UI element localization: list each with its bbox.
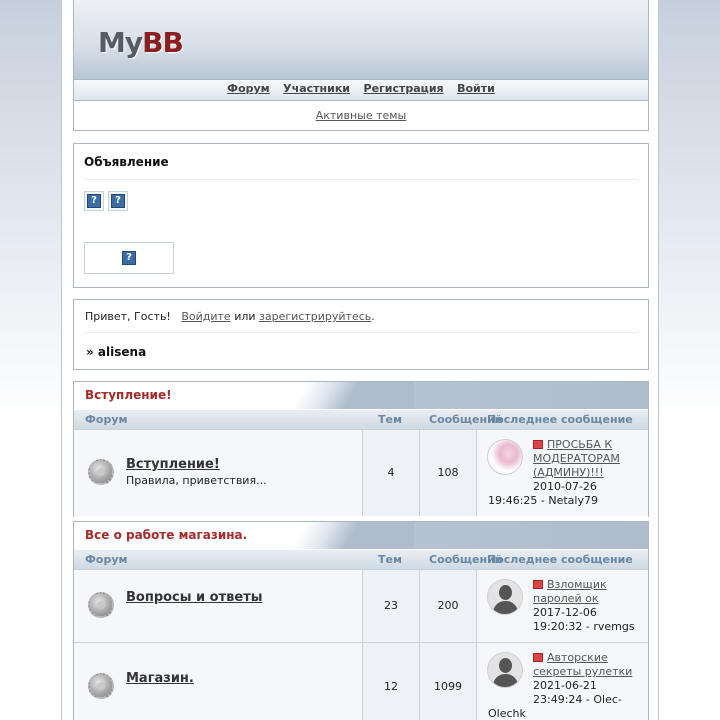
divider bbox=[84, 179, 638, 180]
breadcrumb: » alisena bbox=[86, 345, 147, 359]
image-placeholder-1[interactable] bbox=[84, 191, 104, 211]
forum-name-link[interactable]: Вопросы и ответы bbox=[126, 590, 263, 605]
menu-register-link[interactable]: Регистрация bbox=[363, 82, 444, 95]
go-to-last-post-icon[interactable] bbox=[533, 580, 543, 589]
divider bbox=[84, 332, 638, 333]
topics-count: 23 bbox=[384, 599, 398, 612]
forum-row bbox=[74, 642, 648, 720]
menu-login-link[interactable]: Войти bbox=[457, 82, 495, 95]
last-post-time-author: 19:46:25 - Netaly79 bbox=[488, 494, 598, 507]
avatar[interactable] bbox=[487, 579, 523, 615]
last-post-date: 2017-12-06 bbox=[533, 606, 597, 619]
forum-description: Правила, приветствия... bbox=[126, 474, 267, 487]
image-placeholder-3[interactable] bbox=[84, 242, 174, 274]
category-header bbox=[74, 522, 648, 549]
category-shop bbox=[73, 521, 649, 720]
sub-menu bbox=[73, 101, 649, 131]
posts-count: 108 bbox=[437, 466, 459, 479]
avatar[interactable] bbox=[487, 439, 523, 475]
category-title[interactable]: Все о работе магазина. bbox=[85, 528, 248, 542]
forum-status-icon bbox=[88, 673, 114, 699]
main-menu bbox=[73, 80, 649, 101]
image-placeholder-2[interactable] bbox=[108, 191, 128, 211]
greeting: Привет, Гость! Войдите или зарегистрируйтесь. bbox=[85, 310, 375, 323]
category-header bbox=[74, 382, 648, 409]
topics-count: 12 bbox=[384, 680, 398, 693]
question-icon: ? bbox=[111, 194, 125, 208]
last-post-time-author: 23:49:24 - Olec- bbox=[533, 693, 622, 706]
menu-members-link[interactable]: Участники bbox=[283, 82, 351, 95]
posts-count: 1099 bbox=[434, 680, 462, 693]
avatar[interactable] bbox=[487, 652, 523, 688]
topics-count: 4 bbox=[387, 466, 395, 479]
posts-count: 200 bbox=[437, 599, 459, 612]
announcement-panel bbox=[73, 143, 649, 288]
forum-row bbox=[74, 429, 648, 516]
announcement-title: Объявление bbox=[84, 155, 169, 169]
question-icon: ? bbox=[87, 194, 101, 208]
login-link[interactable]: Войдите bbox=[181, 310, 231, 323]
mybb-logo[interactable]: MyBB bbox=[98, 26, 183, 59]
forum-status-icon bbox=[88, 592, 114, 618]
last-post-link[interactable]: Взломщик паролей ок bbox=[533, 578, 607, 605]
forum-name-link[interactable]: Вступление! bbox=[126, 457, 220, 472]
forum-row bbox=[74, 569, 648, 642]
go-to-last-post-icon[interactable] bbox=[533, 440, 543, 449]
last-post-link[interactable]: ПРОСЬБА К МОДЕРАТОРАМ (АДМИНУ)!!! bbox=[533, 438, 620, 479]
column-headers: Форум Тем Сообщений Последнее сообщение bbox=[74, 549, 648, 569]
column-headers: Форум Тем Сообщений Последнее сообщение bbox=[74, 409, 648, 429]
register-link[interactable]: зарегистрируйтесь bbox=[259, 310, 372, 323]
category-intro bbox=[73, 381, 649, 517]
last-post-date: 2021-06-21 bbox=[533, 679, 597, 692]
forum-name-link[interactable]: Магазин. bbox=[126, 671, 194, 686]
go-to-last-post-icon[interactable] bbox=[533, 653, 543, 662]
welcome-panel bbox=[73, 299, 649, 370]
last-post-time-author: 19:20:32 - rvemgs bbox=[533, 620, 635, 633]
last-post-author-cont: Olechk bbox=[488, 707, 526, 720]
question-icon: ? bbox=[122, 251, 136, 265]
header bbox=[73, 0, 649, 80]
last-post-date: 2010-07-26 bbox=[533, 480, 597, 493]
active-topics-link[interactable]: Активные темы bbox=[315, 109, 407, 122]
page-wrapper bbox=[61, 0, 659, 720]
forum-status-icon bbox=[88, 459, 114, 485]
category-title[interactable]: Вступление! bbox=[85, 388, 172, 402]
last-post-link[interactable]: Авторские секреты рулетки bbox=[533, 651, 633, 678]
menu-forum-link[interactable]: Форум bbox=[227, 82, 270, 95]
